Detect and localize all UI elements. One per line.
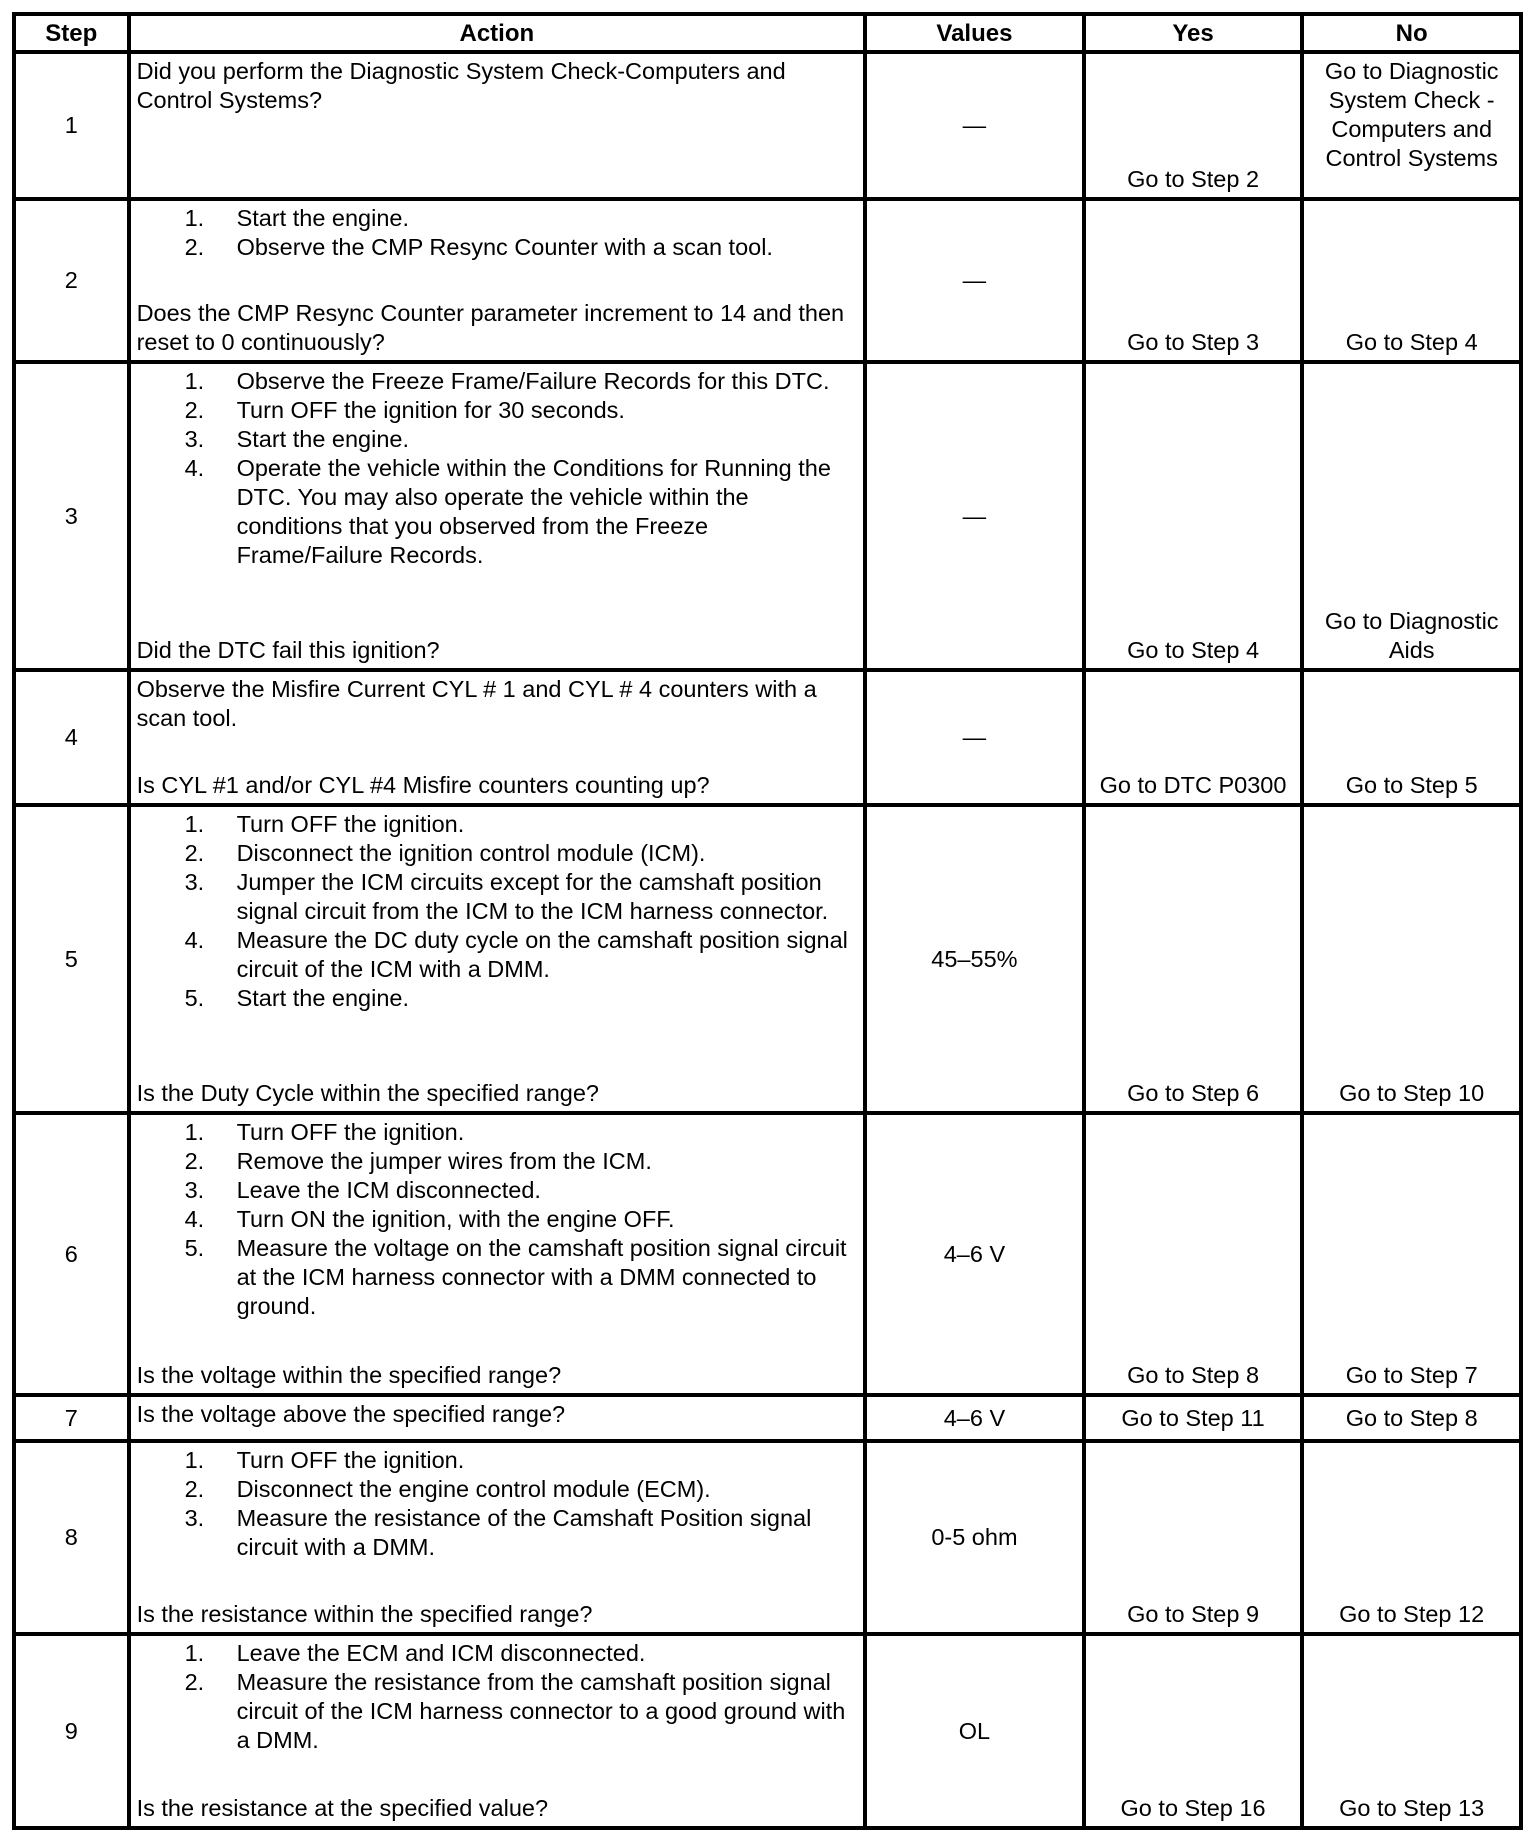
yes-cell: Go to Step 11 — [1084, 1395, 1303, 1440]
step-number: 2 — [14, 199, 129, 362]
action-question: Is the resistance within the specified range? — [136, 1601, 593, 1628]
action-step-text: Measure the resistance of the Camshaft Position signal circuit with a DMM. — [236, 1504, 812, 1560]
no-cell: Go to Step 8 — [1302, 1395, 1521, 1440]
action-step-text: Leave the ICM disconnected. — [236, 1177, 541, 1204]
value-cell: — — [865, 52, 1084, 199]
step-number: 7 — [14, 1395, 129, 1440]
yes-cell: Go to Step 3 — [1084, 199, 1303, 362]
action-step-number: 3. — [184, 869, 205, 896]
action-step-item — [137, 454, 858, 570]
step-number: 5 — [14, 805, 129, 1113]
action-step-item — [137, 839, 858, 868]
action-step-list — [137, 810, 858, 1013]
table-row — [14, 362, 1521, 670]
yes-cell: Go to Step 9 — [1084, 1441, 1303, 1635]
action-step-number: 1. — [184, 1446, 205, 1473]
action-step-list — [137, 1446, 858, 1562]
action-instructions — [137, 1446, 858, 1562]
value-cell: — — [865, 362, 1084, 670]
action-cell — [129, 670, 866, 805]
no-cell: Go to Step 5 — [1302, 670, 1521, 805]
action-step-text: Disconnect the engine control module (ECM). — [236, 1475, 711, 1502]
table-row — [14, 52, 1521, 199]
action-cell — [129, 1634, 866, 1828]
action-step-item — [137, 396, 858, 425]
action-intro: Observe the Misfire Current CYL # 1 and CYL # 4 counters with a scan tool. — [136, 676, 817, 732]
action-step-number: 3. — [184, 426, 205, 453]
header-yes: Yes — [1084, 14, 1303, 52]
yes-cell: Go to Step 8 — [1084, 1113, 1303, 1395]
action-step-text: Jumper the ICM circuits except for the camshaft position signal circuit from the ICM to the ICM harness connector. — [236, 869, 829, 925]
action-instructions — [137, 1639, 858, 1755]
action-instructions — [137, 675, 858, 733]
diagnostic-table — [12, 12, 1523, 1830]
action-step-item — [137, 1446, 858, 1475]
action-step-number: 2. — [184, 233, 205, 260]
action-instructions — [137, 810, 858, 1013]
action-question: Is CYL #1 and/or CYL #4 Misfire counters counting up? — [136, 772, 710, 799]
action-cell — [129, 199, 866, 362]
action-step-item — [137, 1118, 858, 1147]
action-step-number: 1. — [184, 1640, 205, 1667]
action-cell — [129, 805, 866, 1113]
action-step-item — [137, 1205, 858, 1234]
action-question: Is the voltage above the specified range? — [136, 1401, 566, 1428]
action-step-number: 4. — [184, 1206, 205, 1233]
action-step-text: Observe the Freeze Frame/Failure Records for this DTC. — [236, 368, 830, 395]
action-question: Did the DTC fail this ignition? — [136, 637, 440, 664]
value-cell: — — [865, 670, 1084, 805]
action-step-number: 4. — [184, 927, 205, 954]
yes-cell: Go to Step 6 — [1084, 805, 1303, 1113]
action-question: Does the CMP Resync Counter parameter increment to 14 and then reset to 0 continuously? — [136, 300, 845, 356]
no-cell: Go to Step 10 — [1302, 805, 1521, 1113]
action-step-list — [137, 204, 858, 262]
value-cell: OL — [865, 1634, 1084, 1828]
header-step: Step — [14, 14, 129, 52]
value-cell: 0-5 ohm — [865, 1441, 1084, 1635]
action-step-item — [137, 204, 858, 233]
value-cell: 45–55% — [865, 805, 1084, 1113]
action-question: Is the resistance at the specified value? — [136, 1795, 549, 1821]
table-body — [14, 52, 1521, 1828]
action-step-item — [137, 1147, 858, 1176]
action-step-text: Measure the DC duty cycle on the camshaft position signal circuit of the ICM with a DMM. — [236, 927, 848, 983]
action-step-item — [137, 984, 858, 1013]
action-step-number: 2. — [184, 1669, 205, 1696]
table-row — [14, 1441, 1521, 1635]
no-cell: Go to Diagnostic Aids — [1302, 362, 1521, 670]
action-step-item — [137, 810, 858, 839]
action-step-number: 1. — [184, 368, 205, 395]
header-no: No — [1302, 14, 1521, 52]
value-cell: — — [865, 199, 1084, 362]
action-step-number: 2. — [184, 1148, 205, 1175]
action-step-text: Measure the resistance from the camshaft position signal circuit of the ICM harness connector to a good ground with a DMM. — [236, 1669, 846, 1754]
no-cell: Go to Step 7 — [1302, 1113, 1521, 1395]
action-step-text: Remove the jumper wires from the ICM. — [236, 1148, 652, 1175]
action-step-item — [137, 1475, 858, 1504]
action-step-text: Start the engine. — [236, 426, 410, 453]
header-values: Values — [865, 14, 1084, 52]
action-cell — [129, 1395, 866, 1440]
action-step-list — [137, 367, 858, 570]
action-step-item — [137, 367, 858, 396]
yes-cell: Go to Step 4 — [1084, 362, 1303, 670]
action-step-text: Disconnect the ignition control module (ICM). — [236, 840, 706, 867]
step-number: 8 — [14, 1441, 129, 1635]
action-step-text: Turn OFF the ignition. — [236, 1446, 465, 1473]
action-instructions — [137, 1118, 858, 1321]
action-step-text: Turn OFF the ignition. — [236, 811, 465, 838]
table-row — [14, 1395, 1521, 1440]
value-cell: 4–6 V — [865, 1113, 1084, 1395]
action-step-list — [137, 1639, 858, 1755]
table-row — [14, 1634, 1521, 1828]
table-row — [14, 1113, 1521, 1395]
action-step-number: 5. — [184, 985, 205, 1012]
action-step-text: Observe the CMP Resync Counter with a scan tool. — [236, 233, 773, 260]
no-cell: Go to Step 12 — [1302, 1441, 1521, 1635]
step-number: 6 — [14, 1113, 129, 1395]
action-step-number: 2. — [184, 1475, 205, 1502]
action-step-number: 1. — [184, 204, 205, 231]
action-cell — [129, 362, 866, 670]
action-step-number: 5. — [184, 1235, 205, 1262]
action-step-text: Leave the ECM and ICM disconnected. — [236, 1640, 646, 1667]
yes-cell: Go to DTC P0300 — [1084, 670, 1303, 805]
action-step-item — [137, 425, 858, 454]
table-row — [14, 805, 1521, 1113]
action-cell — [129, 52, 866, 199]
header-row — [14, 14, 1521, 52]
action-cell — [129, 1113, 866, 1395]
action-step-item — [137, 233, 858, 262]
no-cell: Go to Step 13 — [1302, 1634, 1521, 1828]
action-step-text: Start the engine. — [236, 985, 410, 1012]
table-row — [14, 199, 1521, 362]
action-question: Did you perform the Diagnostic System Check-Computers and Control Systems? — [136, 58, 786, 113]
action-question: Is the voltage within the specified range? — [136, 1362, 562, 1389]
action-instructions — [137, 204, 858, 262]
no-cell: Go to Diagnostic System Check - Computers and Control Systems — [1302, 52, 1521, 199]
action-step-item — [137, 1504, 858, 1562]
no-cell: Go to Step 4 — [1302, 199, 1521, 362]
table-row — [14, 670, 1521, 805]
action-step-number: 1. — [184, 1119, 205, 1146]
action-step-number: 1. — [184, 811, 205, 838]
action-step-number: 2. — [184, 840, 205, 867]
value-cell: 4–6 V — [865, 1395, 1084, 1440]
yes-cell: Go to Step 2 — [1084, 52, 1303, 199]
action-cell — [129, 1441, 866, 1635]
header-action: Action — [129, 14, 866, 52]
action-step-text: Start the engine. — [236, 204, 410, 231]
action-step-item — [137, 868, 858, 926]
action-step-text: Operate the vehicle within the Conditions for Running the DTC. You may also operate the vehicle within the conditions that you observed from the Freeze Frame/Failure Records. — [236, 455, 831, 569]
action-step-text: Measure the voltage on the camshaft position signal circuit at the ICM harness connector with a DMM connected to ground. — [236, 1235, 847, 1320]
action-step-number: 3. — [184, 1504, 205, 1531]
action-step-list — [137, 1118, 858, 1321]
action-step-number: 2. — [184, 397, 205, 424]
action-step-text: Turn OFF the ignition. — [236, 1119, 465, 1146]
action-step-number: 4. — [184, 455, 205, 482]
action-step-text: Turn ON the ignition, with the engine OFF. — [236, 1206, 675, 1233]
action-step-item — [137, 1668, 858, 1755]
action-step-item — [137, 1234, 858, 1321]
step-number: 1 — [14, 52, 129, 199]
step-number: 3 — [14, 362, 129, 670]
step-number: 4 — [14, 670, 129, 805]
yes-cell: Go to Step 16 — [1084, 1634, 1303, 1828]
action-step-number: 3. — [184, 1177, 205, 1204]
action-step-item — [137, 1639, 858, 1668]
action-question: Is the Duty Cycle within the specified range? — [136, 1080, 599, 1107]
action-step-item — [137, 926, 858, 984]
action-instructions — [137, 367, 858, 570]
step-number: 9 — [14, 1634, 129, 1828]
action-step-text: Turn OFF the ignition for 30 seconds. — [236, 397, 625, 424]
action-step-item — [137, 1176, 858, 1205]
